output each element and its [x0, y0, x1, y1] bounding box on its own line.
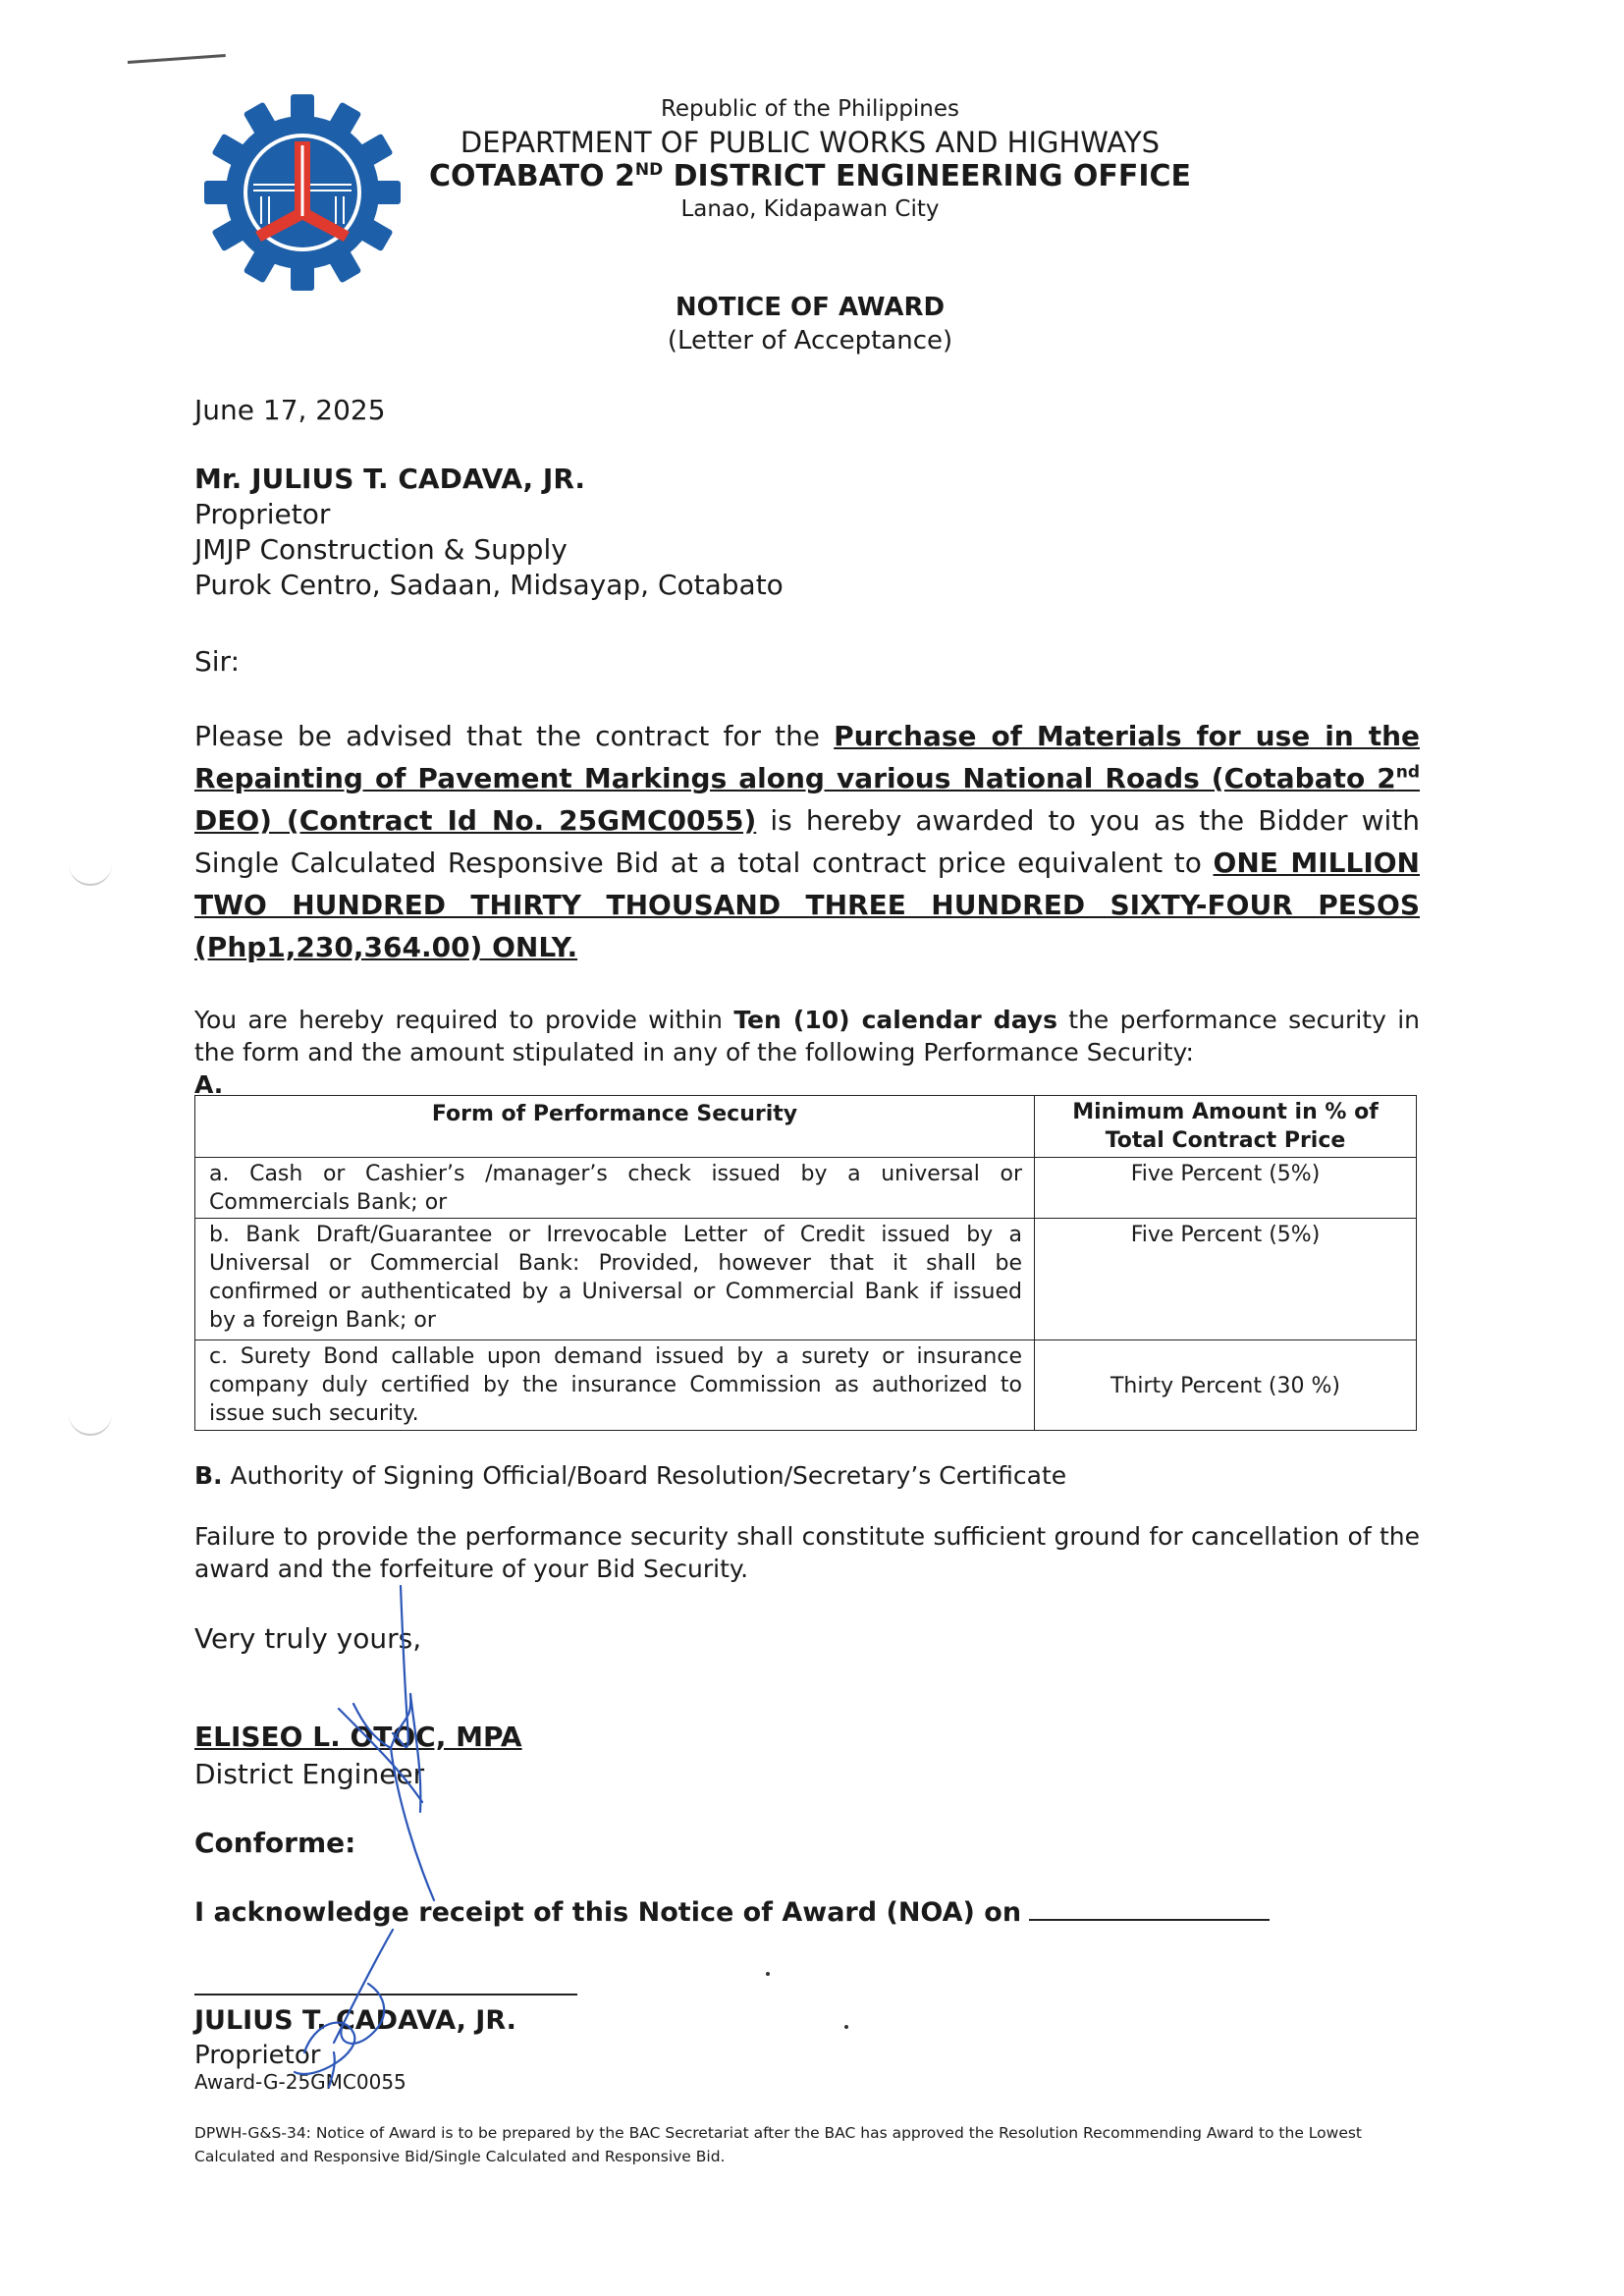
table-row	[195, 1158, 1417, 1219]
dpwh-gear-logo	[204, 94, 401, 291]
scan-mark	[128, 54, 226, 64]
table-row	[195, 1219, 1417, 1340]
section-b-paragraph	[194, 1461, 1066, 1490]
addressee-block	[194, 462, 784, 603]
closing-line: Very truly yours,	[194, 1622, 422, 1655]
section-b-label: B.	[194, 1461, 223, 1490]
table-header-amount: Minimum Amount in % of Total Contract Price	[1035, 1096, 1417, 1158]
addressee-address: Purok Centro, Sadaan, Midsayap, Cotabato	[194, 569, 784, 601]
scan-speck	[844, 2025, 848, 2029]
table-header-form: Form of Performance Security	[195, 1096, 1035, 1158]
header-office-part: COTABATO 2	[428, 159, 635, 193]
table-cell-form: b. Bank Draft/Guarantee or Irrevocable Letter of Credit issued by a Universal or Commercial Bank: Provided, however that it shall be confirmed or authenticated by a Universal or Commercial Bank if issued by a foreign Bank; or	[195, 1219, 1035, 1340]
acknowledge-line	[194, 1897, 1270, 1928]
header-republic: Republic of the Philippines	[660, 96, 960, 122]
recipient-name: JULIUS T. CADAVA, JR.	[194, 2005, 516, 2036]
header-office-superscript: ND	[634, 160, 664, 180]
award-intro-text: Please be advised that the contract for the	[194, 720, 835, 752]
section-b-text: Authority of Signing Official/Board Resolution/Secretary’s Certificate	[222, 1461, 1067, 1490]
acknowledge-date-blank	[1029, 1897, 1270, 1921]
document-subtitle: (Letter of Acceptance)	[667, 326, 953, 355]
contract-title-superscript: nd	[1395, 762, 1420, 783]
header-department: DEPARTMENT OF PUBLIC WORKS AND HIGHWAYS	[460, 126, 1161, 159]
addressee-company: JMJP Construction & Supply	[194, 533, 568, 566]
letter-date: June 17, 2025	[194, 394, 386, 426]
punch-hole-mark	[69, 1412, 112, 1436]
table-cell-form: c. Surety Bond callable upon demand issued by a surety or insurance company duly certified by the insurance Commission as authorized to issue such security.	[195, 1340, 1035, 1431]
conforme-label: Conforme:	[194, 1827, 356, 1859]
award-paragraph	[194, 715, 1420, 968]
acknowledge-text: I acknowledge receipt of this Notice of Award (NOA) on	[194, 1897, 1022, 1928]
salutation: Sir:	[194, 645, 241, 678]
table-header-row	[195, 1096, 1417, 1158]
paragraph-text: You are hereby required to provide within	[194, 1006, 734, 1034]
table-cell-amount: Five Percent (5%)	[1035, 1158, 1417, 1219]
section-a-label: A.	[194, 1070, 224, 1099]
performance-security-table	[194, 1095, 1417, 1431]
table-row	[195, 1340, 1417, 1431]
table-cell-amount: Five Percent (5%)	[1035, 1219, 1417, 1340]
contract-title-part: Purchase of Materials for use in the Repainting of Pavement Markings along various National Roads (Cotabato 2	[194, 720, 1421, 794]
failure-paragraph: Failure to provide the performance security shall constitute sufficient ground for cancellation of the award and the forfeiture of your Bid Security.	[194, 1522, 1420, 1583]
recipient-signature-line	[194, 1994, 577, 1995]
award-reference: Award-G-25GMC0055	[194, 2070, 406, 2094]
signatory-name: ELISEO L. OTOC, MPA	[194, 1721, 522, 1753]
table-cell-amount: Thirty Percent (30 %)	[1035, 1340, 1417, 1431]
signatory-position: District Engineer	[194, 1758, 425, 1790]
addressee-name: Mr. JULIUS T. CADAVA, JR.	[194, 463, 586, 495]
deadline-text: Ten (10) calendar days	[733, 1006, 1057, 1034]
scan-speck	[766, 1972, 770, 1976]
award-mid-text: is hereby awarded to you as the Bidder with Single Calculated Responsive Bid at a total contract price equivalent to	[194, 804, 1420, 879]
form-footer-note: DPWH-G&S-34: Notice of Award is to be prepared by the BAC Secretariat after the BAC has approved the Resolution Recommending Award to the Lowest Calculated and Responsive Bid/Single Calculated and Responsive Bid.	[194, 2124, 1363, 2165]
document-title: NOTICE OF AWARD	[675, 293, 946, 322]
punch-hole-mark	[69, 862, 112, 886]
addressee-position: Proprietor	[194, 498, 331, 530]
header-address: Lanao, Kidapawan City	[680, 196, 940, 222]
performance-security-paragraph	[194, 1004, 1420, 1068]
paragraph-text: the performance security in the form and the amount stipulated in any of the following Performance Security:	[194, 1006, 1420, 1066]
contract-title-part: DEO) (Contract Id No. 25GMC0055)	[194, 804, 757, 837]
recipient-position: Proprietor	[194, 2041, 321, 2070]
contract-amount: ONE MILLION TWO HUNDRED THIRTY THOUSAND THREE HUNDRED SIXTY-FOUR PESOS (Php1,230,364.00) ONLY.	[194, 847, 1420, 963]
header-office-part: DISTRICT ENGINEERING OFFICE	[663, 159, 1192, 193]
table-cell-form: a. Cash or Cashier’s /manager’s check issued by a universal or Commercials Bank; or	[195, 1158, 1035, 1219]
header-office	[412, 159, 1208, 193]
